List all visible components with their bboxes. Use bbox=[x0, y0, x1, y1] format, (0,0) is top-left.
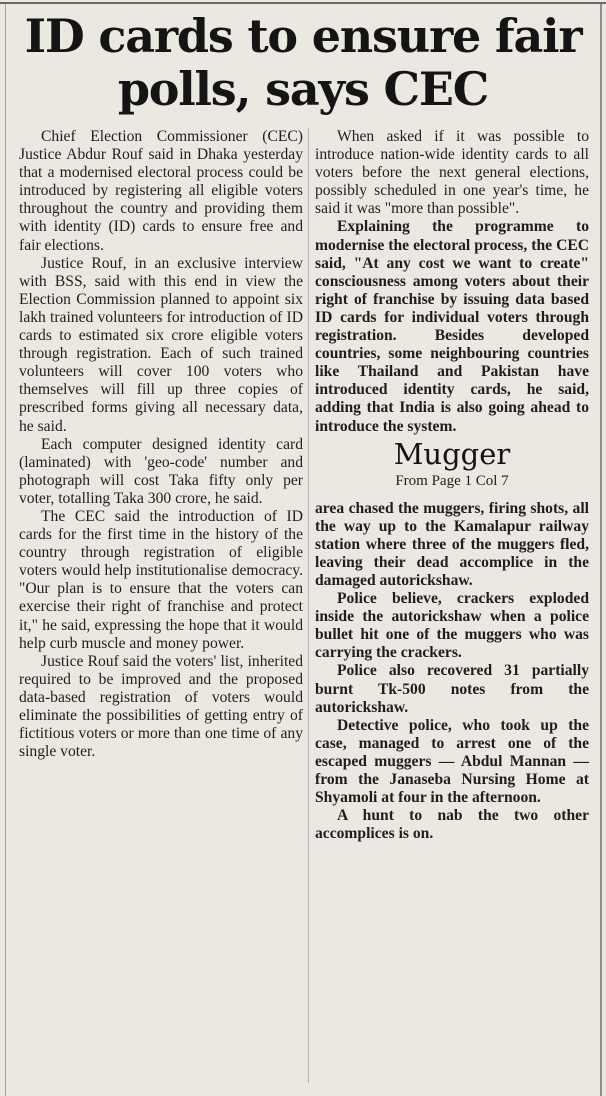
article-paragraph: Explaining the programme to modernise the electoral process, the CEC said, "At any cost we want to create" consciousness among voters about their right of franchise by issuing data based ID cards for individual voters through registration. Besides developed countries, some neighbouring countries like Thailand and Pakistan have introduced identity cards, he said, adding that India is also going ahead to introduce the system. bbox=[315, 218, 589, 435]
article-paragraph: Justice Rouf said the voters' list, inherited required to be improved and the proposed data-based registration of voters would eliminate the possibilities of getting entry of fictitious voters or more than one time of any single voter. bbox=[19, 652, 303, 761]
right-column bbox=[315, 128, 589, 843]
mugger-paragraph: Police believe, crackers exploded inside the autorickshaw when a police bullet hit one of the muggers who was carrying the crackers. bbox=[315, 590, 589, 662]
headline: ID cards to ensure fair polls, says CEC bbox=[24, 9, 582, 116]
jump-line: From Page 1 Col 7 bbox=[395, 472, 509, 489]
mugger-paragraph: area chased the muggers, firing shots, all the way up to the Kamalapur railway station where three of the muggers fled, leaving their dead accomplice in the damaged autorickshaw. bbox=[315, 499, 589, 589]
mugger-paragraph: A hunt to nab the two other accomplices is on. bbox=[315, 807, 589, 843]
top-rule bbox=[0, 2, 606, 4]
article-paragraph: When asked if it was possible to introduce nation-wide identity cards to all voters before the next general elections, possibly scheduled in one year's time, he said it was "more than possible". bbox=[315, 128, 589, 218]
article-paragraph: Justice Rouf, in an exclusive interview with BSS, said with this end in view the Election Commission planned to appoint six lakh trained volunteers for introduction of ID cards to estimated six crore eligible voters through registration. Each of such trained volunteers will cover 100 voters who themselves will fill up three copies of prescribed forms giving all necessary data, he said. bbox=[19, 254, 303, 435]
column-divider bbox=[308, 128, 309, 1083]
article-paragraph: The CEC said the introduction of ID cards for the first time in the history of the country through registration of eligible voters would help institutionalise democracy. "Our plan is to ensure that the voters can exercise their right of franchise and protect it," he said, expressing the hope that it would help curb muscle and money power. bbox=[19, 507, 303, 652]
right-border bbox=[600, 4, 602, 1096]
mugger-paragraph: Detective police, who took up the case, managed to arrest one of the escaped muggers — Abdul Mannan — from the Janaseba Nursing Home at Shyamoli at four in the afternoon. bbox=[315, 716, 589, 807]
left-border bbox=[5, 4, 6, 1096]
mugger-paragraph: Police also recovered 31 partially burnt Tk-500 notes from the autorickshaw. bbox=[315, 662, 589, 716]
article-paragraph: Chief Election Commissioner (CEC) Justice Abdur Rouf said in Dhaka yesterday that a modernised electoral process could be introduced by registering all eligible voters throughout the country and providing them with identity (ID) cards to ensure free and fair elections. bbox=[19, 128, 303, 254]
mugger-title: Mugger bbox=[393, 436, 511, 471]
article-paragraph: Each computer designed identity card (laminated) with 'geo-code' number and photograph will cost Taka fifty only per voter, totalling Taka 300 crore, he said. bbox=[19, 435, 303, 507]
left-column bbox=[19, 128, 303, 761]
